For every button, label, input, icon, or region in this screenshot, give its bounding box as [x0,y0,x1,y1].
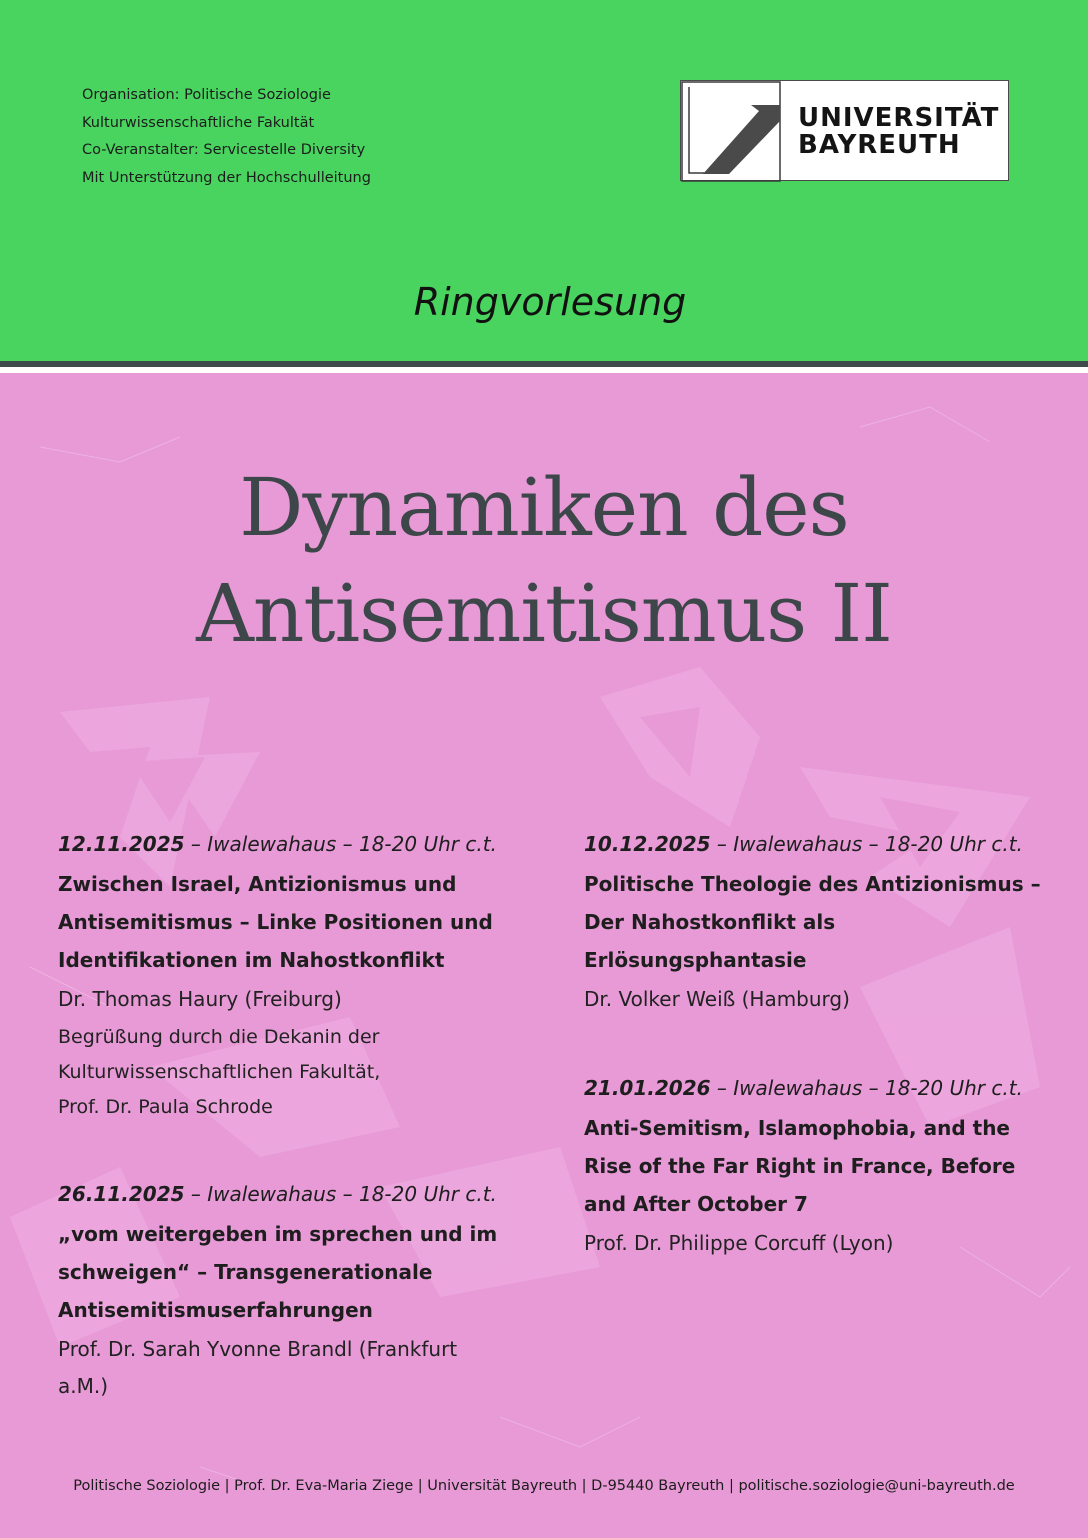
title-line-1: Dynamiken des [239,461,849,554]
footer: Politische Soziologie | Prof. Dr. Eva-Maria Ziege | Universität Bayreuth | D-95440 Bayreuth | politische.soziologie@uni-bayreuth.de [73,1478,1015,1494]
event-details: – Iwalewahaus – 18-20 Uhr c.t. [184,832,497,856]
event-note: Begrüßung durch die Dekanin der Kulturwissenschaftlichen Fakultät, Prof. Dr. Paula Schrode [58,1026,381,1118]
subtitle: Ringvorlesung [413,280,687,324]
event-speaker: Prof. Dr. Philippe Corcuff (Lyon) [584,1231,894,1255]
logo-line-1: UNIVERSITÄT [798,103,1000,133]
support-line: Mit Unterstützung der Hochschulleitung [82,169,371,186]
university-logo [680,80,1009,181]
event-2 [58,1179,528,1405]
organisation-block [82,82,502,192]
event-date: 10.12.2025 [584,832,711,856]
event-topic: „vom weitergeben im sprechen und im schweigen“ – Transgenerationale Antisemitismuserfahrungen [58,1222,498,1322]
event-date: 21.01.2026 [584,1076,711,1100]
title-line-2: Antisemitismus II [196,567,892,660]
event-date-line [58,1179,528,1209]
event-date: 12.11.2025 [58,832,185,856]
page-title [0,455,1088,667]
event-topic: Anti-Semitism, Islamophobia, and the Rise of the Far Right in France, Before and After October 7 [584,1116,1016,1216]
event-date-line [58,829,528,859]
event-speaker: Prof. Dr. Sarah Yvonne Brandl (Frankfurt a.M.) [58,1337,458,1398]
co-organizer-line: Co-Veranstalter: Servicestelle Diversity [82,142,366,158]
event-date-line [584,1073,1054,1103]
event-4 [584,1073,1054,1262]
event-3 [584,829,1054,1018]
logo-text [798,105,999,159]
event-topic: Zwischen Israel, Antizionismus und Antisemitismus – Linke Positionen und Identifikationen im Nahostkonflikt [58,872,493,972]
organisation-line: Organisation: Politische Soziologie [82,87,331,103]
event-date: 26.11.2025 [58,1182,185,1206]
event-details: – Iwalewahaus – 18-20 Uhr c.t. [710,1076,1023,1100]
event-details: – Iwalewahaus – 18-20 Uhr c.t. [710,832,1023,856]
event-speaker: Dr. Volker Weiß (Hamburg) [584,987,850,1011]
logo-line-2: BAYREUTH [798,130,961,160]
event-speaker: Dr. Thomas Haury (Freiburg) [58,987,342,1011]
event-1 [58,829,528,1125]
header-band [0,0,1088,362]
event-details: – Iwalewahaus – 18-20 Uhr c.t. [184,1182,497,1206]
faculty-line: Kulturwissenschaftliche Fakultät [82,114,315,131]
event-topic: Politische Theologie des Antizionismus – Der Nahostkonflikt als Erlösungsphantasie [584,872,1041,972]
event-date-line [584,829,1054,859]
